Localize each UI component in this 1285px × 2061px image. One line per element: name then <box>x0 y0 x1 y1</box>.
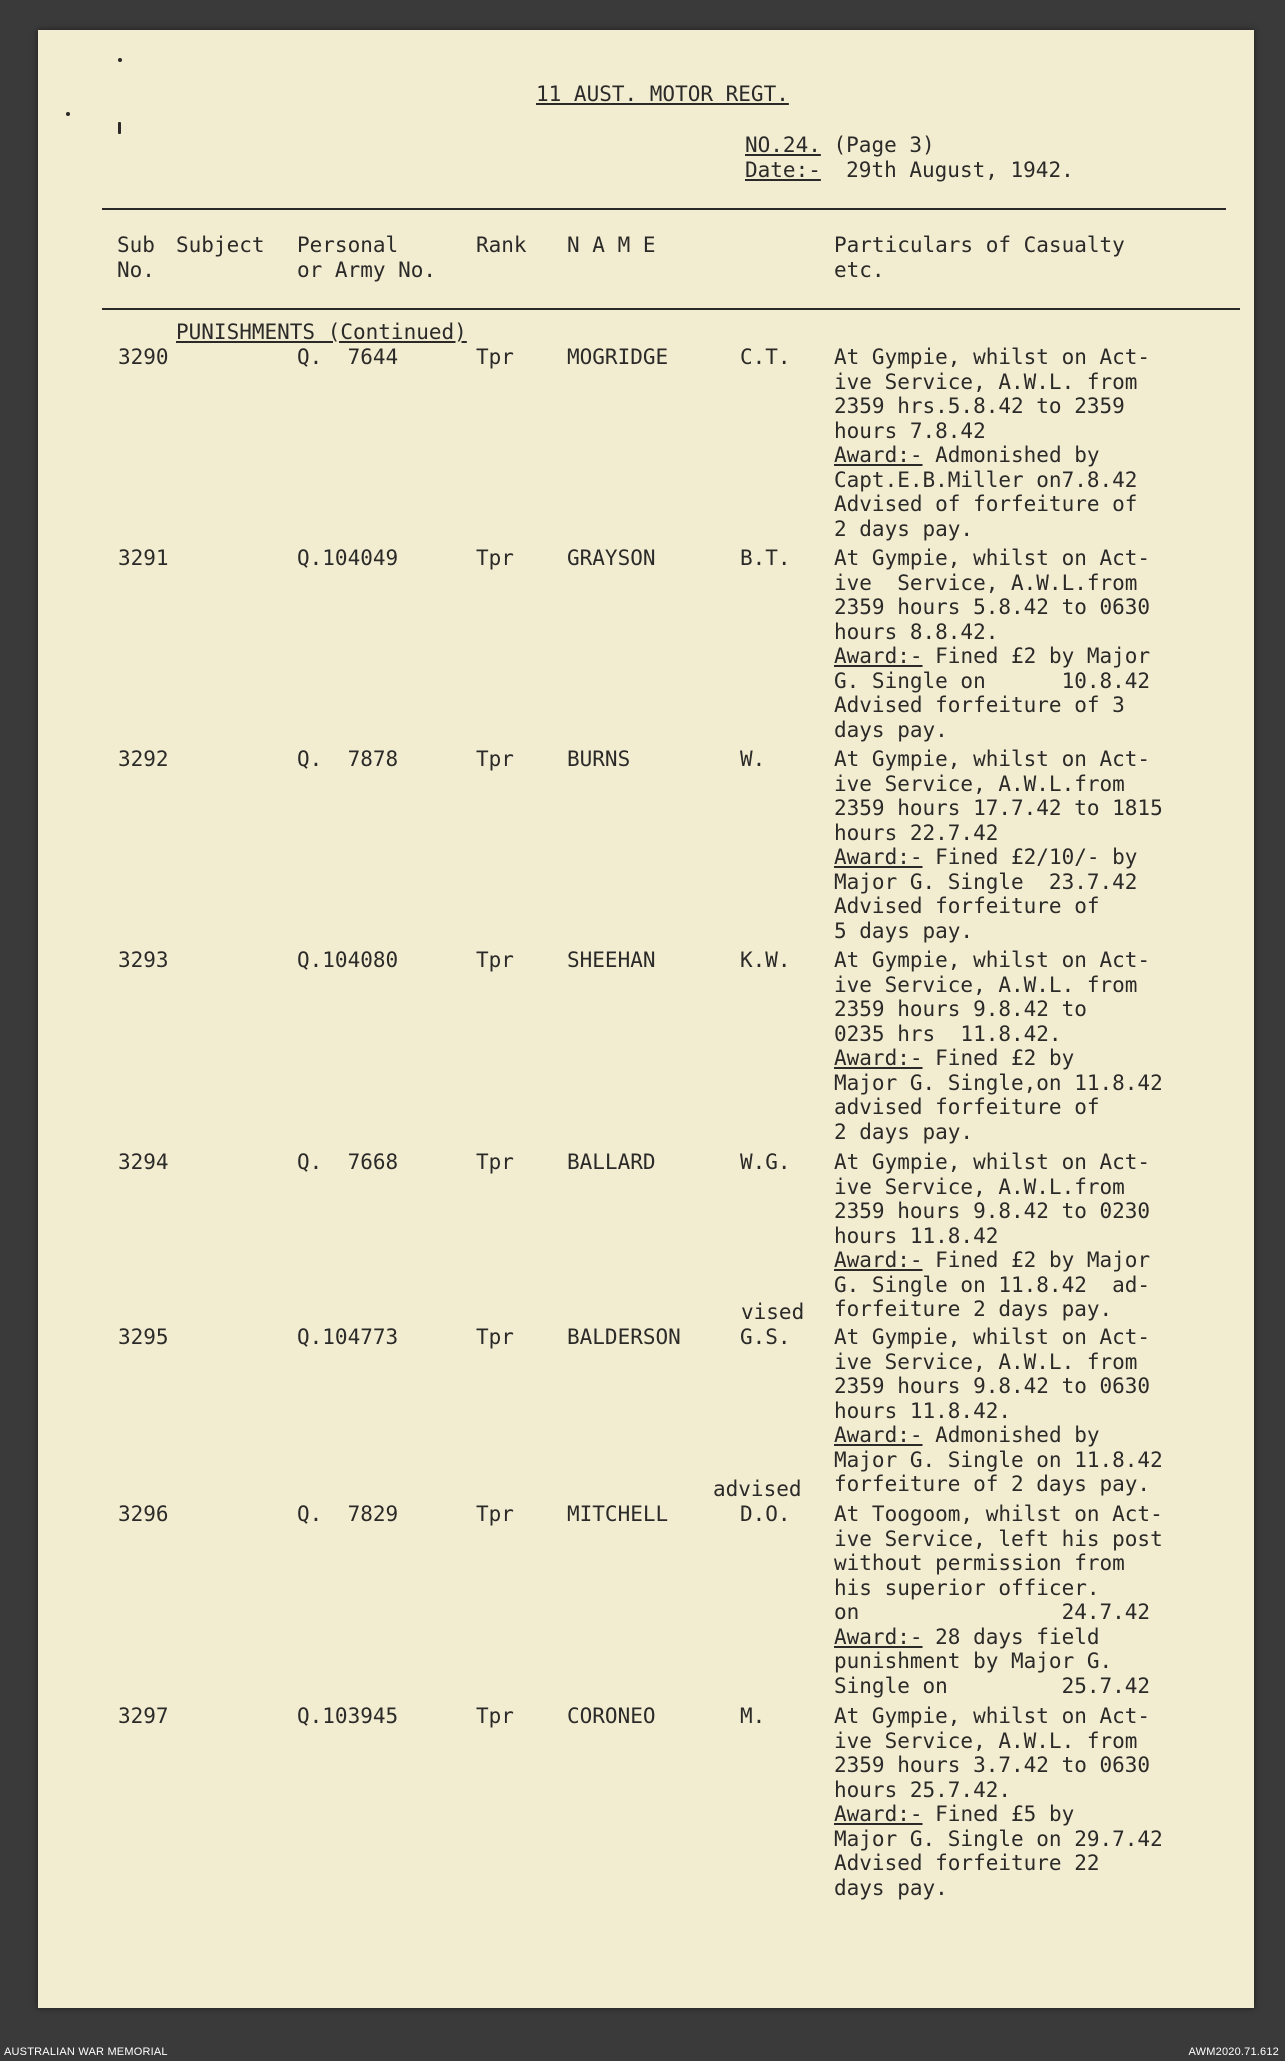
entry-particulars <box>834 1502 1163 1698</box>
particulars-line: G. Single on 11.8.42 ad- <box>834 1272 1151 1297</box>
particulars-line: Major G. Single on 29.7.42 <box>834 1826 1163 1851</box>
entry-initials: C.T. <box>740 345 791 369</box>
punch-hole-mark <box>118 122 121 134</box>
particulars-line <box>834 1423 1163 1448</box>
particulars-line: 2 days pay. <box>834 516 974 541</box>
particulars-line: 2359 hours 3.7.42 to 0630 <box>834 1753 1151 1777</box>
entry-initials: G.S. <box>740 1325 791 1349</box>
entry-initials-prefix: advised <box>713 1477 802 1501</box>
particulars-line <box>834 1802 1163 1827</box>
particulars-line: days pay. <box>834 1875 948 1900</box>
entry-initials: D.O. <box>740 1502 791 1526</box>
award-label: Award:- <box>834 1802 923 1826</box>
entry-particulars <box>834 747 1163 943</box>
particulars-line <box>834 1625 1163 1650</box>
entry-initials: W. <box>740 747 766 771</box>
col-rank: Rank <box>476 233 527 257</box>
particulars-line: ive Service, A.W.L.from <box>834 771 1125 796</box>
particulars-line: ive Service, A.W.L.from <box>834 1174 1125 1199</box>
entry-initials: W.G. <box>740 1150 791 1174</box>
entry-rank: Tpr <box>476 747 514 771</box>
unit-title: 11 AUST. MOTOR REGT. <box>536 82 789 106</box>
punch-hole-mark <box>118 58 122 62</box>
award-text: Fined £5 by <box>922 1802 1075 1826</box>
entry-sub-no: 3293 <box>118 948 169 972</box>
particulars-line: days pay. <box>834 717 948 742</box>
particulars-line: Single on 25.7.42 <box>834 1673 1151 1698</box>
particulars-line: hours 11.8.42. <box>834 1398 1012 1423</box>
particulars-line <box>834 644 1150 669</box>
particulars-line: Major G. Single 23.7.42 <box>834 869 1138 894</box>
entry-army-no: Q.104773 <box>297 1325 399 1349</box>
entry-sub-no: 3297 <box>118 1704 169 1728</box>
entry-army-no: Q.104080 <box>297 948 399 972</box>
particulars-line: ive Service, left his post <box>834 1526 1163 1551</box>
particulars-line: At Toogoom, whilst on Act- <box>834 1502 1163 1526</box>
particulars-line: 2359 hrs.5.8.42 to 2359 <box>834 394 1125 418</box>
award-label: Award:- <box>834 1248 923 1272</box>
particulars-line: hours 25.7.42. <box>834 1777 1012 1802</box>
col-name: N A M E <box>567 233 656 257</box>
punch-hole-mark <box>66 112 70 116</box>
particulars-line: At Gympie, whilst on Act- <box>834 1704 1151 1728</box>
entry-army-no: Q.104049 <box>297 546 399 570</box>
particulars-line: his superior officer. <box>834 1575 1100 1600</box>
particulars-line: G. Single on 10.8.42 <box>834 668 1151 693</box>
entry-army-no: Q. 7644 <box>297 345 399 369</box>
award-label: Award:- <box>834 443 923 467</box>
entry-particulars <box>834 345 1150 541</box>
particulars-line <box>834 443 1150 468</box>
particulars-line <box>834 1248 1150 1273</box>
document-number-line <box>745 133 935 158</box>
entry-rank: Tpr <box>476 546 514 570</box>
award-text: Fined £2 by Major <box>922 644 1151 668</box>
particulars-line: 2359 hours 9.8.42 to 0630 <box>834 1374 1151 1398</box>
entry-army-no: Q. 7878 <box>297 747 399 771</box>
particulars-line: hours 7.8.42 <box>834 418 986 443</box>
award-label: Award:- <box>834 1046 923 1070</box>
col-particulars: Particulars of Casualty etc. <box>834 233 1125 282</box>
entry-surname: BALLARD <box>567 1150 656 1174</box>
particulars-line: 2 days pay. <box>834 1119 974 1144</box>
date-value: 29th August, 1942. <box>846 158 1074 182</box>
entry-sub-no: 3290 <box>118 345 169 369</box>
entry-surname: MITCHELL <box>567 1502 669 1526</box>
entry-surname: BALDERSON <box>567 1325 681 1349</box>
particulars-line: At Gympie, whilst on Act- <box>834 1325 1151 1349</box>
entry-initials: M. <box>740 1704 766 1728</box>
footer-accession: AWM2020.71.612 <box>1188 2046 1279 2058</box>
entry-particulars <box>834 1704 1163 1900</box>
entry-army-no: Q.103945 <box>297 1704 399 1728</box>
particulars-line: 2359 hours 17.7.42 to 1815 <box>834 796 1163 820</box>
document-number: NO.24. <box>745 133 821 157</box>
particulars-line: Advised forfeiture of <box>834 894 1100 918</box>
particulars-line: 2359 hours 9.8.42 to 0230 <box>834 1199 1151 1223</box>
entry-army-no: Q. 7829 <box>297 1502 399 1526</box>
particulars-line: Advised forfeiture 22 <box>834 1851 1100 1875</box>
col-personal-army-no: Personal or Army No. <box>297 233 437 282</box>
award-label: Award:- <box>834 1624 923 1649</box>
date-label: Date:- <box>745 158 821 182</box>
particulars-line: hours 22.7.42 <box>834 820 999 845</box>
particulars-line: Major G. Single on 11.8.42 <box>834 1447 1163 1472</box>
entry-sub-no: 3294 <box>118 1150 169 1174</box>
entry-rank: Tpr <box>476 1502 514 1526</box>
award-label: Award:- <box>834 1423 923 1447</box>
entry-rank: Tpr <box>476 345 514 369</box>
column-header-rule <box>102 308 1240 310</box>
particulars-line <box>834 845 1163 870</box>
entry-particulars <box>834 1325 1163 1497</box>
particulars-line: forfeiture 2 days pay. <box>834 1297 1113 1321</box>
entry-particulars <box>834 546 1150 742</box>
entry-rank: Tpr <box>476 1704 514 1728</box>
particulars-line: ive Service, A.W.L. from <box>834 369 1138 394</box>
award-text: Admonished by <box>922 1423 1100 1447</box>
entry-sub-no: 3295 <box>118 1325 169 1349</box>
entry-sub-no: 3292 <box>118 747 169 771</box>
entry-sub-no: 3296 <box>118 1502 169 1526</box>
entry-surname: BURNS <box>567 747 631 771</box>
particulars-line: At Gympie, whilst on Act- <box>834 948 1151 972</box>
particulars-line: 2359 hours 5.8.42 to 0630 <box>834 595 1151 619</box>
header-rule <box>102 208 1226 210</box>
particulars-line: on 24.7.42 <box>834 1600 1151 1624</box>
particulars-line: At Gympie, whilst on Act- <box>834 546 1151 570</box>
particulars-line: ive Service, A.W.L. from <box>834 1728 1138 1753</box>
date-line <box>745 158 1074 183</box>
particulars-line: hours 11.8.42 <box>834 1223 999 1248</box>
entry-army-no: Q. 7668 <box>297 1150 399 1174</box>
entry-rank: Tpr <box>476 1325 514 1349</box>
particulars-line: advised forfeiture of <box>834 1095 1100 1119</box>
particulars-line: Major G. Single,on 11.8.42 <box>834 1070 1163 1095</box>
col-sub-no: Sub No. <box>117 233 155 282</box>
award-text: Admonished by <box>922 443 1100 467</box>
particulars-line: At Gympie, whilst on Act- <box>834 345 1151 369</box>
entry-surname: CORONEO <box>567 1704 656 1728</box>
particulars-line: Capt.E.B.Miller on7.8.42 <box>834 467 1138 492</box>
section-title: PUNISHMENTS (Continued) <box>176 320 467 344</box>
page-indicator: (Page 3) <box>833 133 935 157</box>
entry-particulars <box>834 1150 1150 1322</box>
footer-source: AUSTRALIAN WAR MEMORIAL <box>4 2046 168 2058</box>
entry-rank: Tpr <box>476 948 514 972</box>
entry-sub-no: 3291 <box>118 546 169 570</box>
award-text: Fined £2/10/- by <box>922 845 1138 869</box>
award-text: Fined £2 by Major <box>922 1248 1151 1272</box>
particulars-line: 5 days pay. <box>834 918 974 943</box>
particulars-line: Advised of forfeiture of <box>834 492 1138 516</box>
award-label: Award:- <box>834 845 923 869</box>
col-subject: Subject <box>176 233 265 257</box>
particulars-line: Advised forfeiture of 3 <box>834 693 1125 717</box>
particulars-line: 0235 hrs 11.8.42. <box>834 1021 1062 1046</box>
particulars-line: ive Service, A.W.L. from <box>834 972 1138 997</box>
particulars-line: ive Service, A.W.L. from <box>834 1349 1138 1374</box>
entry-initials: K.W. <box>740 948 791 972</box>
particulars-line: 2359 hours 9.8.42 to <box>834 997 1087 1021</box>
particulars-line: punishment by Major G. <box>834 1649 1113 1673</box>
particulars-line: without permission from <box>834 1551 1125 1575</box>
award-text: 28 days field <box>922 1624 1100 1649</box>
particulars-line: forfeiture of 2 days pay. <box>834 1472 1151 1496</box>
entry-particulars <box>834 948 1163 1144</box>
entry-initials: B.T. <box>740 546 791 570</box>
entry-rank: Tpr <box>476 1150 514 1174</box>
particulars-line <box>834 1046 1163 1071</box>
entry-initials-prefix: vised <box>741 1300 805 1324</box>
particulars-line: At Gympie, whilst on Act- <box>834 1150 1151 1174</box>
particulars-line: At Gympie, whilst on Act- <box>834 747 1151 771</box>
award-text: Fined £2 by <box>922 1046 1075 1070</box>
entry-surname: SHEEHAN <box>567 948 656 972</box>
entry-surname: GRAYSON <box>567 546 656 570</box>
award-label: Award:- <box>834 644 923 668</box>
particulars-line: ive Service, A.W.L.from <box>834 570 1138 595</box>
entry-surname: MOGRIDGE <box>567 345 669 369</box>
particulars-line: hours 8.8.42. <box>834 619 999 644</box>
